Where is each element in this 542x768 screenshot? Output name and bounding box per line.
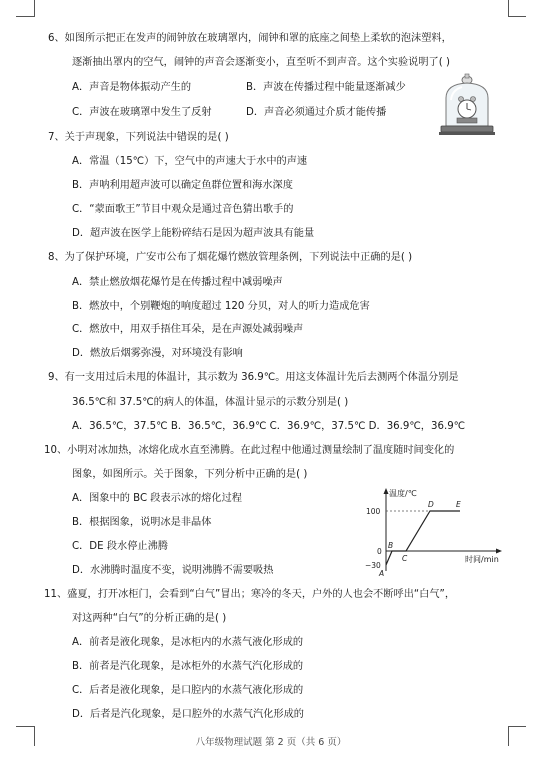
crop-mark-top-left <box>16 16 34 17</box>
graph-ylabel: 温度/℃ <box>389 489 417 498</box>
question-11-option-c: C．后者是液化现象，是口腔内的水蒸气液化形成的 <box>72 685 304 696</box>
question-9-stem-line-1: 9、有一支用过后未甩的体温计，其示数为 36.9℃。用这支体温计先后去测两个体温分别是 <box>48 372 459 383</box>
question-number: 9、 <box>48 372 65 383</box>
crop-mark-top-left <box>34 0 35 17</box>
question-6-stem-line-1: 6、如图所示把正在发声的闹钟放在玻璃罩内，闹钟和罩的底座之间垫上柔软的泡沫塑料， <box>48 33 452 44</box>
question-11-option-d: D．后者是汽化现象，是口腔外的水蒸气汽化形成的 <box>72 709 304 720</box>
question-8-option-a: A．禁止燃放烟花爆竹是在传播过程中减弱噪声 <box>72 277 283 288</box>
question-10-stem-line-1: 10、小明对冰加热，冰熔化成水直至沸腾。在此过程中他通过测量绘制了温度随时间变化的 <box>44 445 455 456</box>
question-10-option-a: A．图象中的 BC 段表示冰的熔化过程 <box>72 493 242 504</box>
question-7-option-d: D．超声波在医学上能粉碎结石是因为超声波具有能量 <box>72 228 315 239</box>
question-7-stem: 7、关于声现象，下列说法中错误的是( ) <box>48 132 229 143</box>
temperature-time-graph <box>362 487 502 577</box>
question-11-stem-line-1: 11、盛夏，打开冰柜门，会看到“白气”冒出；寒冷的冬天，户外的人也会不断呼出“白气”， <box>44 589 456 600</box>
question-6-option-c: C．声波在玻璃罩中发生了反射 <box>72 107 212 118</box>
question-6-option-b: B．声波在传播过程中能量逐渐减少 <box>246 82 406 93</box>
question-9-stem-line-2: 36.5℃和 37.5℃的病人的体温，体温计显示的示数分别是( ) <box>72 397 349 408</box>
question-9-options: A．36.5℃，37.5℃ B．36.5℃，36.9℃ C．36.9℃，37.5℃ D．36.9℃，36.9℃ <box>72 421 466 432</box>
graph-tick-0: 0 <box>377 547 382 556</box>
question-7-option-a: A．常温（15℃）下，空气中的声速大于水中的声速 <box>72 156 308 167</box>
question-11-option-b: B．前者是汽化现象，是冰柜外的水蒸气汽化形成的 <box>72 661 304 672</box>
graph-point-d: D <box>428 500 434 509</box>
graph-point-a: A <box>379 569 385 577</box>
question-number: 7、 <box>48 132 65 143</box>
question-6-option-a: A．声音是物体振动产生的 <box>72 82 192 93</box>
question-10-option-c: C．DE 段水停止沸腾 <box>72 541 168 552</box>
bell-jar-alarm-clock-figure <box>438 72 496 136</box>
graph-point-b: B <box>388 541 394 550</box>
graph-point-c: C <box>402 554 408 563</box>
crop-mark-bottom-left <box>16 726 34 727</box>
crop-mark-top-right <box>508 16 526 17</box>
question-6-option-d: D．声音必须通过介质才能传播 <box>246 107 387 118</box>
question-10-option-b: B．根据图象，说明冰是非晶体 <box>72 517 212 528</box>
graph-xlabel: 时间/min <box>465 555 499 564</box>
crop-mark-bottom-right <box>508 726 526 727</box>
question-7-option-c: C．“蒙面歌王”节目中观众是通过音色猜出歌手的 <box>72 204 294 215</box>
graph-tick-minus30: −30 <box>365 561 381 570</box>
question-10-stem-line-2: 图象，如图所示。关于图象，下列分析中正确的是( ) <box>72 469 308 480</box>
graph-tick-100: 100 <box>366 507 381 516</box>
question-number: 8、 <box>48 252 65 263</box>
crop-mark-top-right <box>508 0 509 17</box>
question-number: 6、 <box>48 33 65 44</box>
question-8-stem: 8、为了保护环境，广安市公布了烟花爆竹燃放管理条例，下列说法中正确的是( ) <box>48 252 413 263</box>
question-8-option-d: D．燃放后烟雾弥漫，对环境没有影响 <box>72 348 243 359</box>
question-8-option-b: B．燃放中，个别鞭炮的响度超过 120 分贝，对人的听力造成危害 <box>72 301 370 312</box>
graph-point-e: E <box>456 500 461 509</box>
question-number: 10、 <box>44 445 68 456</box>
question-10-option-d: D．水沸腾时温度不变，说明沸腾不需要吸热 <box>72 565 274 576</box>
question-11-stem-line-2: 对这两种“白气”的分析正确的是( ) <box>72 613 227 624</box>
question-number: 11、 <box>44 589 68 600</box>
question-11-option-a: A．前者是液化现象，是冰柜内的水蒸气液化形成的 <box>72 637 304 648</box>
question-6-stem-line-2: 逐渐抽出罩内的空气，闹钟的声音会逐渐变小，直至听不到声音。这个实验说明了( ) <box>72 57 450 68</box>
page-footer: 八年级物理试题 第 2 页（共 6 页） <box>195 737 347 748</box>
question-7-option-b: B．声呐利用超声波可以确定鱼群位置和海水深度 <box>72 180 293 191</box>
question-8-option-c: C．燃放中，用双手捂住耳朵，是在声源处减弱噪声 <box>72 324 304 335</box>
